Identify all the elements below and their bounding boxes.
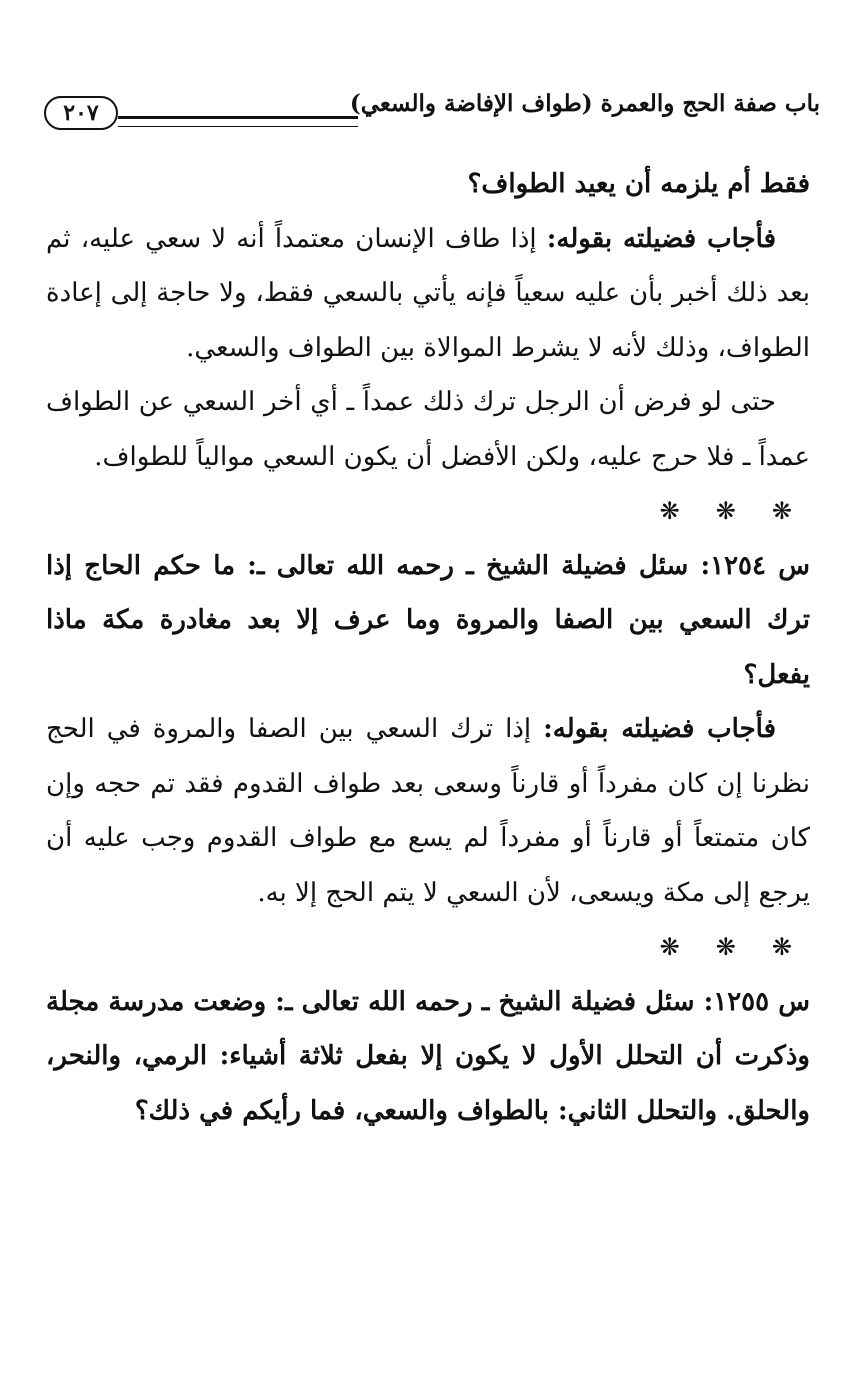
question-continuation: فقط أم يلزمه أن يعيد الطواف؟ (467, 169, 810, 199)
answer-paragraph-1254 (46, 702, 810, 920)
page-body (46, 157, 810, 1138)
star-ornament: ❋ (715, 933, 736, 961)
header-rule (118, 116, 358, 127)
chapter-title: باب صفة الحج والعمرة (طواف الإفاضة والسعي) (349, 90, 820, 117)
star-ornament: ❋ (771, 933, 792, 961)
star-ornament: ❋ (659, 497, 680, 525)
section-separator (46, 484, 810, 539)
answer-lead: فأجاب فضيلته بقوله: (543, 714, 777, 744)
section-separator (46, 920, 810, 975)
question-1254: س ١٢٥٤: سئل فضيلة الشيخ ـ رحمه الله تعالى ـ: ما حكم الحاج إذا ترك السعي بين الصفا والمروة وما عرف إلا بعد مغادرة مكة ماذا يفعل؟ (46, 550, 810, 690)
question-1255: س ١٢٥٥: سئل فضيلة الشيخ ـ رحمه الله تعالى ـ: وضعت مدرسة مجلة وذكرت أن التحلل الأول لا يكون إلا بفعل ثلاثة أشياء: الرمي، والنحر، والحلق. والتحلل الثاني: بالطواف والسعي، فما رأيكم في ذلك؟ (46, 986, 810, 1126)
star-ornament: ❋ (771, 497, 792, 525)
star-ornament: ❋ (715, 497, 736, 525)
running-header (44, 84, 820, 134)
answer-lead: فأجاب فضيلته بقوله: (546, 223, 776, 254)
answer-paragraph-2: حتى لو فرض أن الرجل ترك ذلك عمداً ـ أي أخر السعي عن الطواف عمداً ـ فلا حرج عليه، ولكن الأفضل أن يكون السعي موالياً للطواف. (46, 387, 810, 472)
page-number: ٢٠٧ (44, 96, 118, 130)
star-ornament: ❋ (659, 933, 680, 961)
answer-text: إذا طاف الإنسان معتمداً أنه لا سعي عليه، ثم بعد ذلك أخبر بأن عليه سعياً فإنه يأتي بالسعي فقط، ولا حاجة إلى إعادة الطواف، وذلك لأنه لا يشرط الموالاة بين الطواف والسعي. (46, 223, 810, 363)
answer-paragraph (46, 212, 810, 376)
answer-text: إذا ترك السعي بين الصفا والمروة في الحج نظرنا إن كان مفرداً أو قارناً وسعى بعد طواف القدوم فقد تم حجه وإن كان متمتعاً أو قارناً أو مفرداً لم يسع مع طواف القدوم وجب عليه أن يرجع إلى مكة ويسعى، لأن السعي لا يتم الحج إلا به. (46, 714, 810, 908)
